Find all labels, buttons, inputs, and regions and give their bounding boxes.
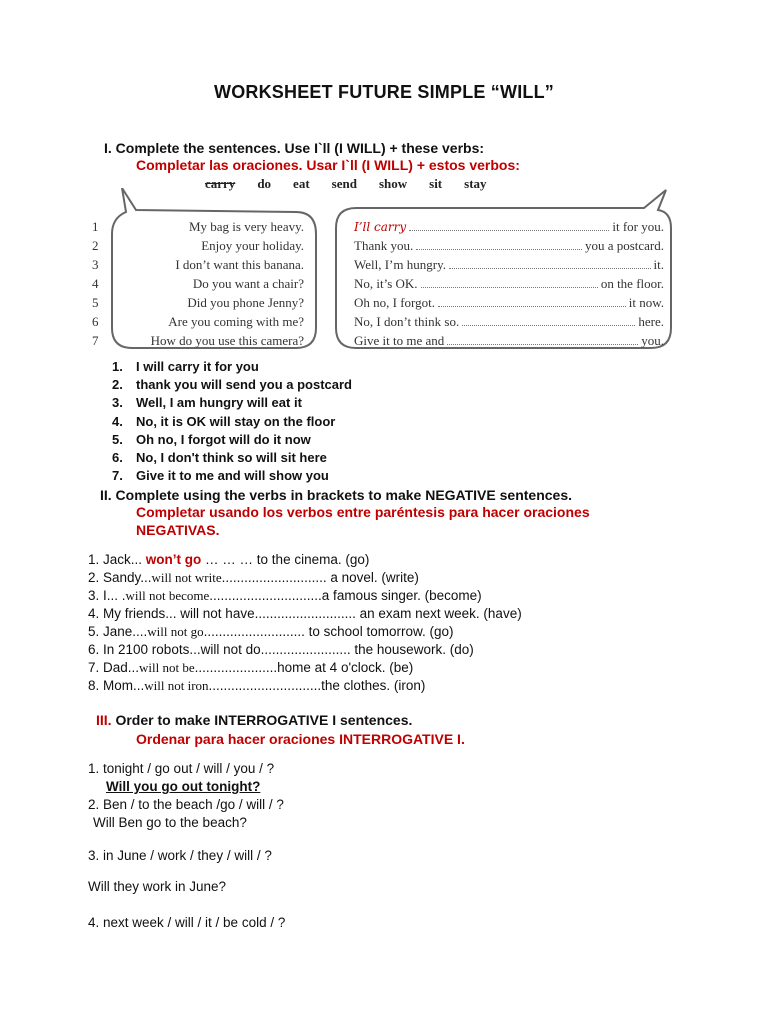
section2-heading-es: Completar usando los verbos entre paréntesis para hacer oraciones: [136, 504, 590, 520]
response-line: I’ll carry it for you.: [354, 219, 664, 234]
verb-do: do: [257, 176, 272, 191]
question-prompt: 4. next week / will / it / be cold / ?: [88, 915, 286, 930]
response-line: Give it to me and you.: [354, 333, 664, 348]
blank-line: [449, 258, 651, 269]
answer-text: will not do: [200, 642, 261, 657]
negative-item: 5. Jane....will not go........................... to school tomorrow. (go): [88, 624, 454, 639]
response-line: Well, I’m hungry. it.: [354, 257, 664, 272]
blank-line: [421, 277, 598, 288]
answer-text: will not be: [139, 660, 195, 675]
list-item: 1. I will carry it for you: [112, 359, 259, 374]
row-number: 3: [92, 257, 99, 272]
row-number: 1: [92, 219, 99, 234]
response-line: Oh no, I forgot. it now.: [354, 295, 664, 310]
question-answer: Will they work in June?: [88, 879, 227, 894]
response-line: Thank you. you a postcard.: [354, 238, 664, 253]
negative-item: 1. Jack... won’t go … … … to the cinema. (go): [88, 552, 370, 567]
row-number: 5: [92, 295, 99, 310]
verb-sit: sit: [429, 176, 443, 191]
prompt-line: I don’t want this banana.: [175, 257, 304, 272]
prompt-line: My bag is very heavy.: [188, 219, 304, 234]
blank-line: [416, 239, 582, 250]
answer-text: will not go: [147, 624, 204, 639]
list-item: 7. Give it to me and will show you: [112, 468, 329, 484]
prompt-line: Did you phone Jenny?: [187, 295, 304, 310]
negative-item: 3. I... .will not become..............................a famous singer. (become): [88, 588, 482, 603]
answer-text: won’t go: [145, 552, 202, 567]
section3-heading-es: Ordenar para hacer oraciones INTERROGATIVE I.: [136, 731, 465, 747]
list-item: 3. Well, I am hungry will eat it: [112, 395, 302, 411]
list-item: 5. Oh no, I forgot will do it now: [112, 431, 311, 447]
question-prompt: 2. Ben / to the beach /go / will / ?: [88, 797, 284, 812]
blank-line: [462, 315, 635, 326]
prompt-line: Do you want a chair?: [192, 276, 304, 291]
row-number: 7: [92, 333, 99, 348]
response-line: No, I don’t think so. here.: [354, 314, 664, 329]
answer-text: will not write: [151, 570, 222, 585]
response-line: No, it’s OK. on the floor.: [354, 276, 664, 291]
answer-list: [112, 358, 352, 485]
list-item: 6. No, I don't think so will sit here: [112, 450, 327, 466]
row-number: 6: [92, 314, 99, 329]
answer-text: will not become: [125, 588, 210, 603]
worksheet-title: WORKSHEET FUTURE SIMPLE “WILL”: [214, 82, 554, 102]
row-number: 4: [92, 276, 99, 291]
list-item: 2. thank you will send you a postcard: [112, 377, 352, 393]
question-prompt: 1. tonight / go out / will / you / ?: [88, 761, 275, 776]
question-prompt: 3. in June / work / they / will / ?: [88, 848, 272, 863]
negative-item: 6. In 2100 robots...will not do........................ the housework. (do): [88, 642, 474, 657]
answer-text: will not iron: [144, 678, 209, 693]
question-answer: Will you go out tonight?: [106, 779, 261, 794]
verb-eat: eat: [293, 176, 310, 191]
list-item: 4. No, it is OK will stay on the floor: [112, 413, 336, 429]
prompt-line: Enjoy your holiday.: [201, 238, 304, 253]
prompt-line: Are you coming with me?: [168, 314, 304, 329]
section2-heading: II. Complete using the verbs in brackets to make NEGATIVE sentences.: [100, 487, 572, 503]
verb-stay: stay: [464, 176, 487, 191]
negative-item: 8. Mom...will not iron..............................the clothes. (iron): [88, 678, 426, 693]
answer-text: will not have: [180, 606, 255, 621]
section3-heading: III. Order to make INTERROGATIVE I sentences.: [96, 712, 413, 728]
blank-line: [438, 296, 626, 307]
section2-heading-es-2: NEGATIVAS.: [136, 522, 220, 538]
row-number: 2: [92, 238, 99, 253]
verb-show: show: [378, 176, 408, 191]
blank-line: [447, 334, 638, 345]
negative-item: 7. Dad...will not be......................home at 4 o'clock. (be): [88, 660, 414, 675]
negative-item: 2. Sandy...will not write............................ a novel. (write): [88, 570, 419, 585]
blank-line: [409, 220, 609, 231]
prompt-line: How do you use this camera?: [150, 333, 304, 348]
section1-heading: I. Complete the sentences. Use I`ll (I WILL) + these verbs:: [104, 140, 485, 156]
question-answer: Will Ben go to the beach?: [93, 815, 247, 830]
handwritten-answer: I’ll carry: [354, 220, 407, 234]
negative-item: 4. My friends... will not have........................... an exam next week. (have): [88, 606, 522, 621]
verb-carry: carry: [205, 176, 236, 191]
section1-heading-es: Completar las oraciones. Usar I`ll (I WILL) + estos verbos:: [136, 157, 520, 173]
verb-send: send: [331, 176, 357, 191]
